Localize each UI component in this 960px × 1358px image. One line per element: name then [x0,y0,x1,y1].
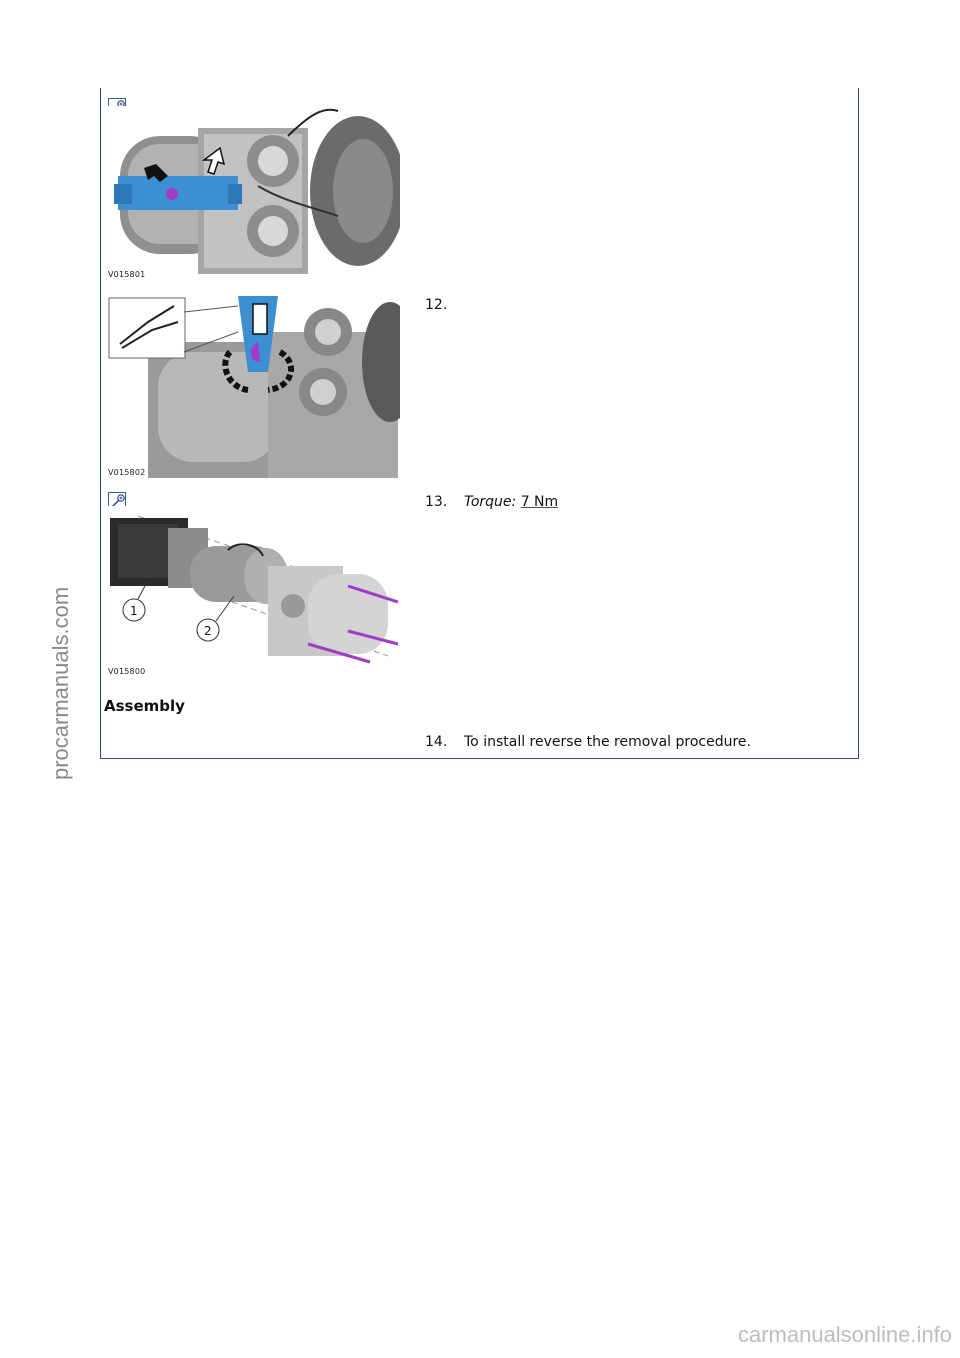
callout-2: 2 [204,624,212,638]
torque-spec [464,494,558,510]
watermark-side: procarmanuals.com [48,586,73,780]
figure-pliers-clip [108,292,400,478]
callout-1: 1 [130,604,138,618]
figure-motor-clip [108,106,400,284]
figure-label: V015802 [108,468,146,477]
step-number: 13. [425,494,448,510]
torque-label: Torque: [464,494,517,510]
step-text: To install reverse the removal procedure. [464,734,751,750]
figure-label: V015801 [108,270,146,279]
torque-value-link[interactable]: 7 Nm [520,494,559,510]
figure-exploded-assembly [108,506,400,676]
watermark-bottom: carmanualsonline.info [737,1322,952,1347]
step-number: 12. [425,297,448,313]
section-heading: Assembly [104,697,185,715]
step-number: 14. [425,734,448,750]
figure-label: V015800 [108,667,146,676]
